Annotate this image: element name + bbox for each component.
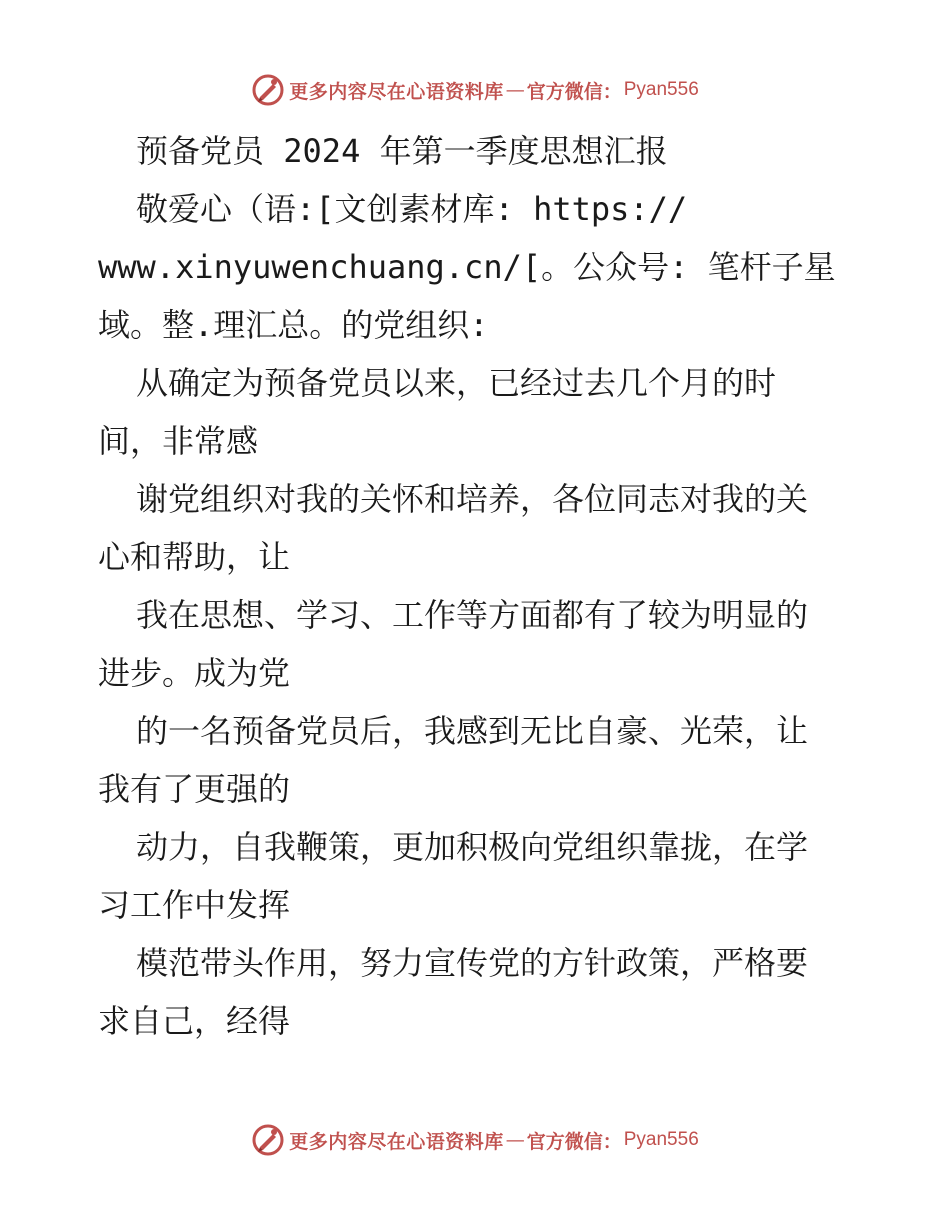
text-line: 我在思想、学习、工作等方面都有了较为明显的 [136,596,809,634]
banner-wechat-id: Pyan556 [623,1129,699,1150]
pen-logo-icon [251,1123,285,1157]
text-line: 从确定为预备党员以来，已经过去几个月的时 [136,364,777,402]
banner-wechat-label: 官方微信： [526,1130,622,1153]
text-line: 谢党组织对我的关怀和培养，各位同志对我的关 [136,480,809,518]
text-line: 习工作中发挥 [98,886,291,924]
text-line: 的一名预备党员后，我感到无比自豪、光荣，让 [136,712,809,750]
header-banner [0,70,950,110]
text-line: 动力，自我鞭策，更加积极向党组织靠拢，在学 [136,828,809,866]
banner-text: 更多内容尽在心语资料库 [289,80,504,103]
banner-dash: — [505,1129,525,1151]
banner-wechat-id: Pyan556 [623,79,699,100]
text-line: 预备党员 2024 年第一季度思想汇报 [136,132,668,170]
pen-logo-icon [251,73,285,107]
text-line: 求自己，经得 [98,1002,291,1040]
text-line: 模范带头作用，努力宣传党的方针政策，严格要 [136,944,809,982]
text-line: 间，非常感 [98,422,259,460]
text-line: 我有了更强的 [98,770,291,808]
text-line: www.xinyuwenchuang.cn/[。公众号: 笔杆子星 [98,248,836,286]
footer-banner [0,1120,950,1160]
text-line: 心和帮助，让 [98,538,291,576]
banner-dash: — [505,79,525,101]
text-line: 进步。成为党 [98,654,291,692]
document-body [98,122,858,1050]
text-line: 敬爱心（语:[文创素材库: https:// [136,190,688,228]
text-line: 域。整.理汇总。的党组织: [98,306,489,344]
banner-text: 更多内容尽在心语资料库 [289,1130,504,1153]
banner-wechat-label: 官方微信： [526,80,622,103]
